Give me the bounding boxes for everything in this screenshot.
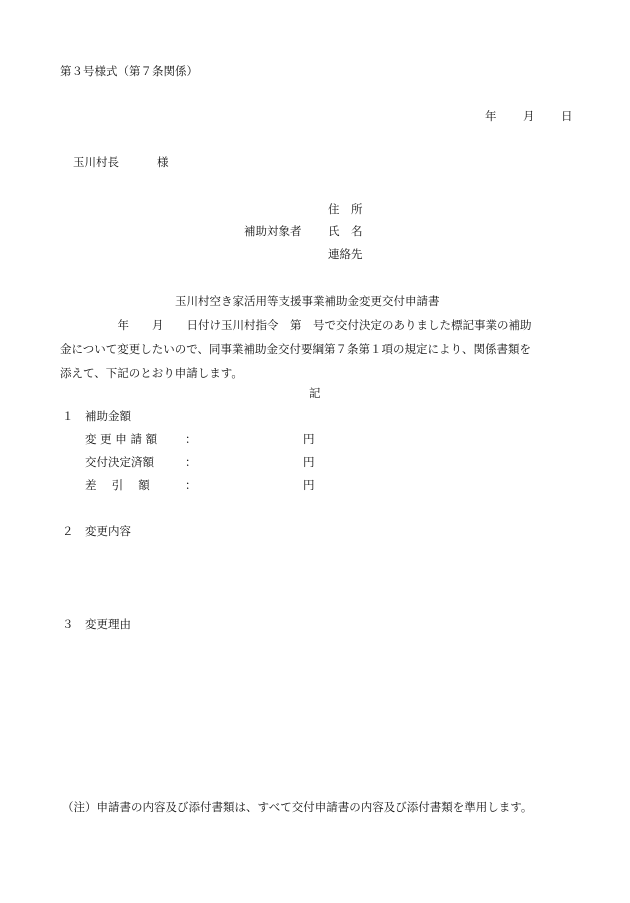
address-label: 住 所 — [328, 202, 363, 216]
addressee-name: 玉川村長 — [73, 155, 119, 169]
amount-row-unit: 円 — [303, 432, 315, 446]
section1-heading: 補助金額 — [85, 409, 131, 423]
amount-row-colon: ： — [185, 478, 197, 492]
amount-row-colon: ： — [185, 455, 197, 469]
amount-row-label: 差 引 額 — [85, 478, 150, 492]
applicant-role: 補助対象者 — [244, 224, 302, 238]
contact-label: 連絡先 — [328, 247, 363, 261]
ki-marker: 記 — [309, 386, 321, 400]
body-paragraph — [60, 313, 585, 385]
amount-row-label: 変 更 申 請 額 — [85, 432, 158, 446]
addressee-honorific: 様 — [157, 155, 169, 169]
footnote: （注）申請書の内容及び添付書類は、すべて交付申請書の内容及び添付書類を準用します。 — [62, 800, 533, 814]
body-line: 金について変更したいので、同事業補助金交付要綱第７条第１項の規定により、関係書類を — [60, 342, 532, 356]
amount-row-unit: 円 — [303, 478, 315, 492]
amount-row-unit: 円 — [303, 455, 315, 469]
section3-number: ３ — [62, 617, 74, 631]
section2-number: ２ — [62, 524, 74, 538]
amount-row-colon: ： — [185, 432, 197, 446]
date-day: 日 — [561, 109, 573, 123]
date-year: 年 — [485, 109, 497, 123]
name-label: 氏 名 — [328, 224, 363, 238]
body-line: 添えて、下記のとおり申請します。 — [60, 366, 243, 380]
amount-row-label: 交付決定済額 — [85, 455, 154, 469]
document-title: 玉川村空き家活用等支援事業補助金変更交付申請書 — [175, 294, 440, 308]
date-month: 月 — [523, 109, 535, 123]
section1-number: １ — [62, 409, 74, 423]
body-line: 年 月 日付け玉川村指令 第 号で交付決定のありました標記事業の補助 — [60, 318, 532, 332]
section2-heading: 変更内容 — [85, 524, 131, 538]
form-number-label: 第３号様式（第７条関係） — [60, 64, 198, 78]
section3-heading: 変更理由 — [85, 617, 131, 631]
